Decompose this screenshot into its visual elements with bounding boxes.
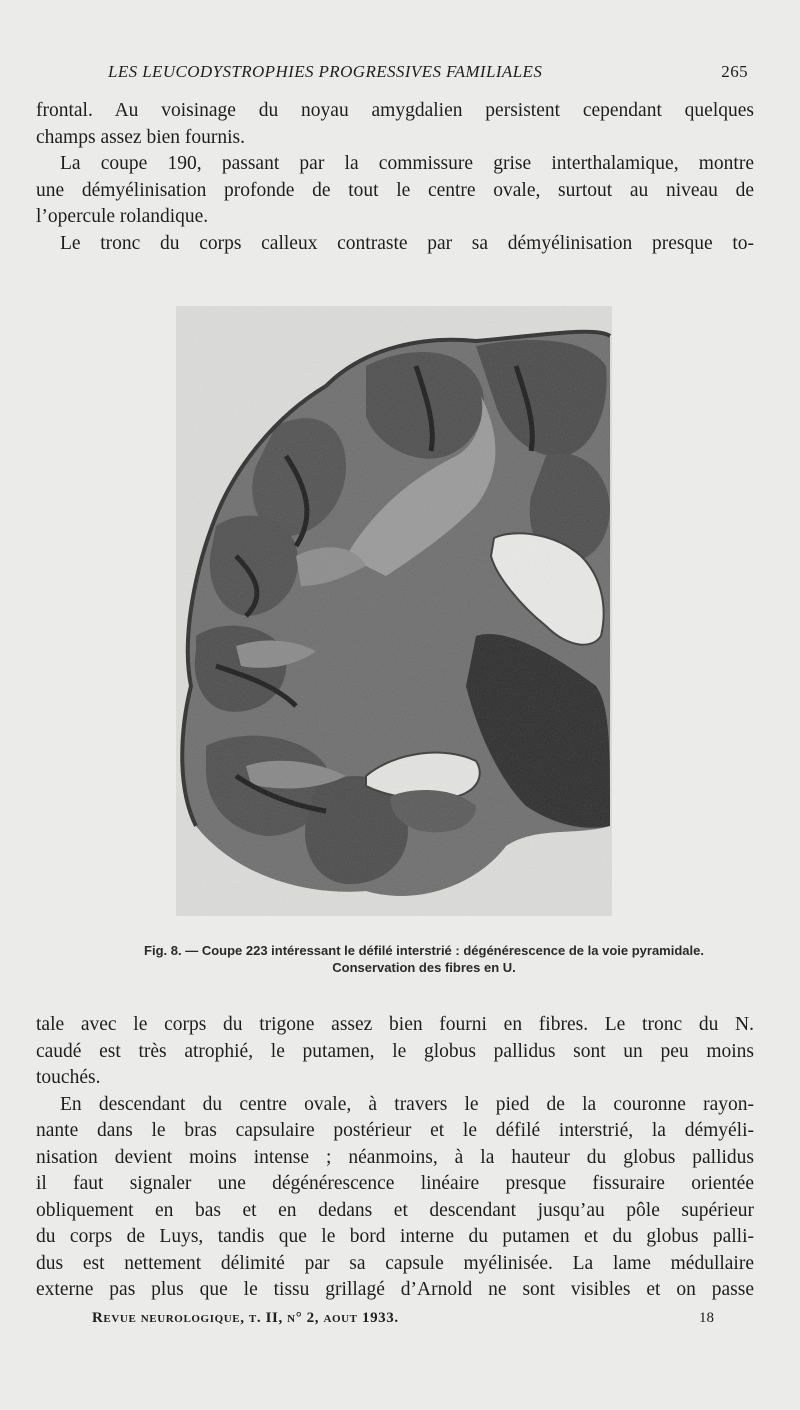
text-line: il faut signaler une dégénérescence linéaire presque fissuraire orientée bbox=[36, 1173, 754, 1194]
text-line: caudé est très atrophié, le putamen, le globus pallidus sont un peu moins bbox=[36, 1040, 754, 1062]
text-line: du corps de Luys, tandis que le bord interne du putamen et du globus palli- bbox=[36, 1226, 754, 1247]
paragraph bbox=[36, 98, 754, 151]
text-line: obliquement en bas et en dedans et descendant jusqu’au pôle supérieur bbox=[36, 1199, 754, 1221]
paragraph-block-top bbox=[36, 98, 754, 257]
brain-section-photograph bbox=[176, 306, 612, 916]
paragraph bbox=[36, 231, 754, 258]
caption-line: Conservation des fibres en U. bbox=[332, 960, 516, 975]
text-line: l’opercule rolandique. bbox=[36, 206, 209, 227]
page-footer bbox=[92, 1310, 714, 1332]
figure-caption bbox=[84, 942, 764, 976]
paragraph bbox=[36, 1012, 754, 1092]
running-title: LES LEUCODYSTROPHIES PROGRESSIVES FAMILIALES bbox=[108, 62, 543, 81]
page-number: 265 bbox=[721, 62, 748, 81]
text-line: nisation devient moins intense ; néanmoins, à la hauteur du globus pallidus bbox=[36, 1146, 754, 1168]
text-line: En descendant du centre ovale, à travers le pied de la couronne rayon- bbox=[60, 1093, 754, 1115]
text-line: La coupe 190, passant par la commissure grise interthalamique, montre bbox=[60, 153, 754, 174]
text-line: dus est nettement délimité par sa capsule myélinisée. La lame médullaire bbox=[36, 1252, 754, 1274]
paragraph-block-bottom bbox=[36, 1012, 754, 1304]
footer-signature-mark: 18 bbox=[699, 1310, 714, 1326]
text-line: tale avec le corps du trigone assez bien fourni en fibres. Le tronc du N. bbox=[36, 1014, 754, 1035]
text-line: champs assez bien fournis. bbox=[36, 126, 246, 148]
caption-line: Fig. 8. — Coupe 223 intéressant le défilé interstrié : dégénérescence de la voie pyramidale. bbox=[144, 943, 704, 958]
text-line: Le tronc du corps calleux contraste par sa démyélinisation presque to- bbox=[60, 232, 754, 254]
text-line: touchés. bbox=[36, 1067, 101, 1088]
running-head bbox=[108, 62, 748, 86]
brain-section-image bbox=[176, 306, 612, 916]
text-line: une démyélinisation profonde de tout le centre ovale, surtout au niveau de bbox=[36, 179, 754, 201]
footer-journal-citation: Revue neurologique, t. II, n° 2, aout 1933. bbox=[92, 1310, 399, 1326]
text-line: nante dans le bras capsulaire postérieur et le défilé interstrié, la démyéli- bbox=[36, 1120, 754, 1141]
text-line: frontal. Au voisinage du noyau amygdalien persistent cependant quelques bbox=[36, 100, 754, 121]
paragraph bbox=[36, 151, 754, 231]
text-line: externe pas plus que le tissu grillagé d’Arnold ne sont visibles et on passe bbox=[36, 1279, 754, 1300]
paragraph bbox=[36, 1092, 754, 1304]
